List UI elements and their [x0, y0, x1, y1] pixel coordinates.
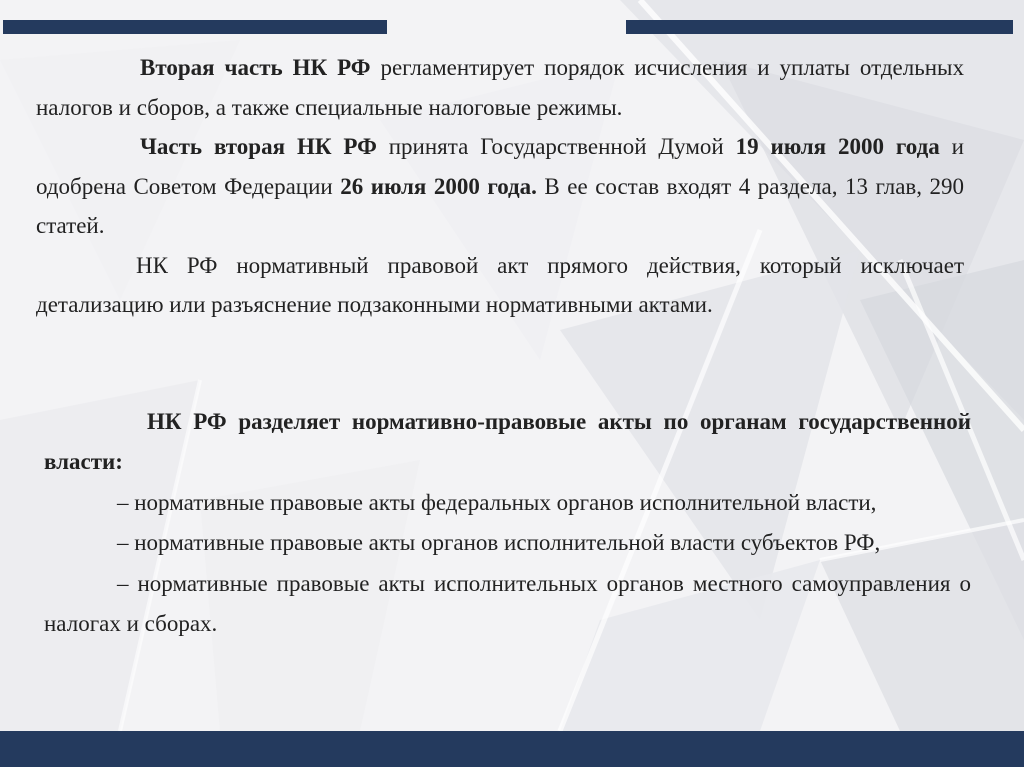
paragraph-text: НК РФ нормативный правовой акт прямого действия, который исключает детализацию или разъяснение подзаконными нормативными актами.: [36, 252, 964, 317]
paragraph-text: В ее состав входят 4 раздела, 13 глав, 290 статей.: [36, 173, 965, 238]
main-text-block: [36, 48, 964, 325]
paragraph-text: регламентирует порядок исчисления и уплаты отдельных налогов и сборов, а также специальные налоговые режимы.: [36, 55, 964, 120]
division-heading: [44, 402, 971, 483]
list-item: – нормативные правовые акты исполнительных органов местного самоуправления о налогах и сборах.: [44, 570, 971, 637]
bold-lead: Вторая часть НК РФ: [140, 55, 371, 80]
top-left-accent-bar: [3, 20, 387, 34]
division-text-block: [44, 402, 971, 644]
top-right-accent-bar: [626, 20, 1013, 34]
paragraph-adoption: [36, 127, 964, 246]
bottom-accent-bar: [0, 731, 1024, 767]
division-heading-text: НК РФ разделяет нормативно-правовые акты по органам государственной власти:: [44, 409, 971, 475]
list-item: – нормативные правовые акты федеральных органов исполнительной власти,: [117, 489, 877, 515]
paragraph-direct-action: [36, 246, 964, 325]
list-item: – нормативные правовые акты органов исполнительной власти субъектов РФ,: [117, 530, 881, 556]
bold-lead: Часть вторая НК РФ: [140, 134, 377, 159]
paragraph-text: и одобрена Советом Федерации: [36, 134, 964, 199]
adoption-date-council: 26 июля 2000 года.: [340, 173, 537, 199]
paragraph-text: принята Государственной Думой: [376, 134, 736, 159]
paragraph-part-two: [36, 48, 964, 127]
adoption-date-duma: 19 июля 2000 года: [735, 134, 940, 159]
